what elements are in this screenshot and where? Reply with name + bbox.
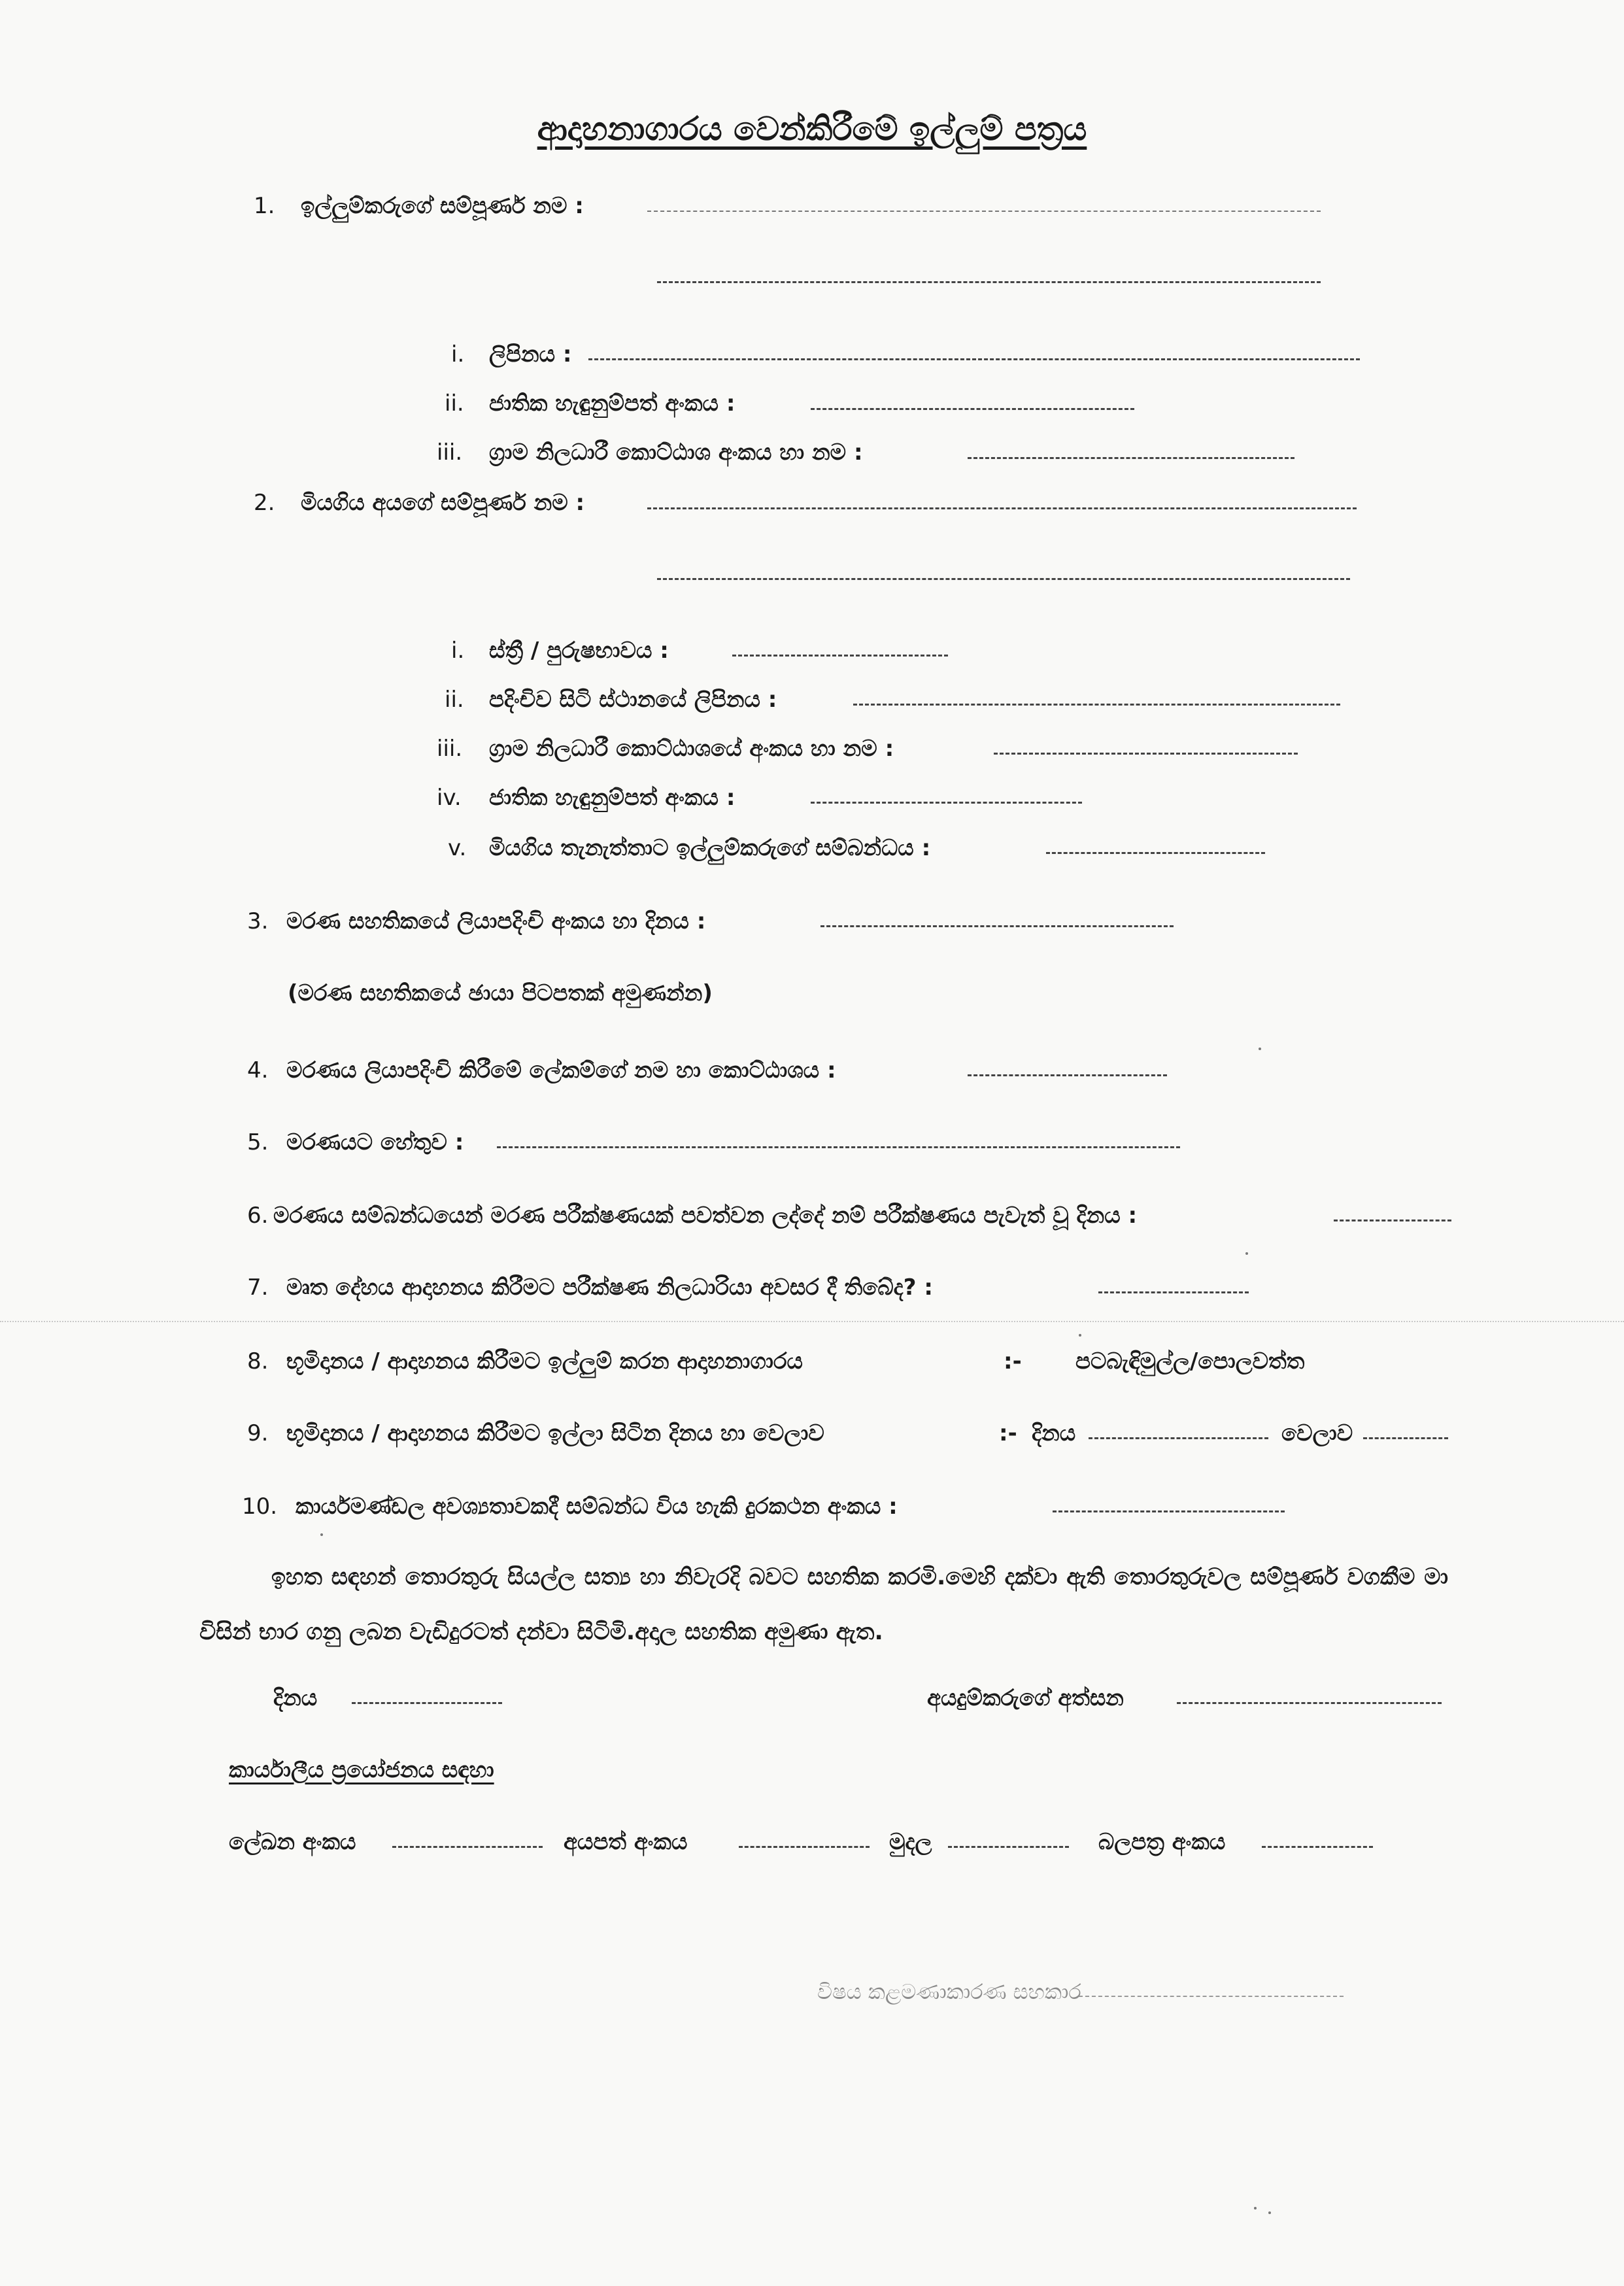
item-9-number: 9. [247, 1420, 269, 1446]
item-2iv-number: iv. [437, 785, 462, 811]
applicant-address-field[interactable] [588, 358, 1360, 360]
item-1i-label: ලිපිනය : [489, 341, 572, 367]
item-4-number: 4. [247, 1057, 269, 1083]
relationship-field[interactable] [1046, 852, 1265, 854]
signature-date-label: දිනය [273, 1685, 318, 1711]
applicant-signature-label: අයදුම්කරුගේ අත්සන [927, 1685, 1124, 1711]
deceased-name-field-1[interactable] [647, 507, 1357, 509]
scan-speck [1254, 2207, 1257, 2209]
item-1i-number: i. [451, 341, 465, 367]
item-8-label: භූමිදානය / ආදාහනය කිරීමට ඉල්ලුම් කරන ආදාහනාගාරය [286, 1348, 803, 1374]
item-2-label: මියගිය අයගේ සම්පූර්ණ නම : [301, 490, 585, 516]
item-5-number: 5. [247, 1129, 269, 1155]
item-1-label: ඉල්ලුම්කරුගේ සම්පූර්ණ නම : [301, 193, 584, 219]
item-9-separator: :- [999, 1420, 1017, 1446]
item-9-date-label: දිනය [1032, 1420, 1076, 1446]
applicant-gn-division-field[interactable] [968, 457, 1294, 459]
inquest-permission-field[interactable] [1098, 1291, 1249, 1293]
item-2iii-label: ග්‍රාම නිලධාරී කොට්ඨාශයේ අංකය හා නම : [489, 736, 894, 762]
item-8-separator: :- [1004, 1348, 1022, 1374]
applicant-signature-field[interactable] [1177, 1702, 1442, 1704]
cause-of-death-field[interactable] [497, 1146, 1180, 1148]
license-no-label: බලපත්‍ර අංකය [1098, 1829, 1226, 1855]
item-2v-label: මියගිය තැනැත්තාට ඉල්ලුම්කරුගේ සම්බන්ධය : [489, 835, 931, 861]
license-no-field[interactable] [1262, 1846, 1373, 1848]
item-2iv-label: ජාතික හැඳුනුම්පත් අංකය : [489, 785, 736, 811]
scan-speck [320, 1533, 323, 1536]
applicant-name-field-1[interactable] [647, 211, 1321, 212]
letter-no-field[interactable] [392, 1846, 543, 1848]
deceased-gn-division-field[interactable] [994, 753, 1298, 755]
item-7-number: 7. [247, 1274, 269, 1301]
scan-speck [1245, 1252, 1248, 1255]
item-2-number: 2. [254, 490, 275, 516]
cremation-date-field[interactable] [1089, 1437, 1268, 1439]
item-3-note: (මරණ සහතිකයේ ඡායා පිටපතක් අමුණන්න) [288, 980, 713, 1006]
contact-phone-field[interactable] [1053, 1510, 1285, 1512]
inquest-date-field[interactable] [1334, 1220, 1451, 1221]
item-4-label: මරණය ලියාපදිංචි කිරීමේ ලේකම්ගේ නම හා කොට්ඨාශය : [286, 1057, 836, 1083]
item-1iii-number: iii. [437, 439, 463, 466]
item-2iii-number: iii. [437, 736, 463, 762]
applicant-name-field-2[interactable] [657, 281, 1321, 283]
item-8-number: 8. [247, 1348, 269, 1374]
deceased-name-field-2[interactable] [657, 578, 1350, 580]
death-cert-reg-field[interactable] [820, 925, 1174, 927]
item-1ii-label: ජාතික හැඳුනුම්පත් අංකය : [489, 390, 736, 417]
item-2i-label: ස්ත්‍රී / පුරුෂභාවය : [489, 638, 669, 664]
application-no-label: අයපත් අංකය [564, 1829, 688, 1855]
scan-speck [1268, 2211, 1271, 2214]
deceased-gender-field[interactable] [732, 655, 948, 657]
item-2ii-number: ii. [445, 687, 464, 713]
item-3-number: 3. [247, 908, 269, 934]
item-2i-number: i. [451, 638, 465, 664]
declaration-text: ඉහත සඳහන් තොරතුරු සියල්ල සත්‍ය හා නිවැරදි බවට සහතික කරමි.මෙහි දක්වා ඇති තොරතුරුවල සම්පූර්ණ වගකීම මා විසින් භාර ගනු ලබන වැඩිදුරටත් දන්වා සිටිමි.අදාල සහතික අමුණා ඇත. [199, 1564, 1448, 1645]
item-7-label: මෘත දේහය ආදාහනය කිරීමට පරීක්ෂණ නිලධාරියා අවසර දී තිබේද? : [286, 1274, 933, 1301]
deceased-nic-field[interactable] [811, 802, 1082, 804]
scan-speck [1079, 1334, 1081, 1337]
amount-label: මුදල [889, 1829, 932, 1855]
item-9-time-label: වෙලාව [1281, 1420, 1353, 1446]
scan-artifact-line [0, 1321, 1624, 1322]
item-5-label: මරණයට හේතුව : [286, 1129, 464, 1155]
crematorium-value: පටබැඳිමුල්ල/පොලවත්ත [1075, 1348, 1305, 1374]
item-10-number: 10. [242, 1493, 278, 1520]
registrar-field[interactable] [968, 1074, 1167, 1076]
item-3-label: මරණ සහතිකයේ ලියාපදිංචි අංකය හා දිනය : [286, 908, 706, 934]
item-1-number: 1. [254, 193, 275, 219]
application-no-field[interactable] [739, 1846, 870, 1848]
scan-speck [1259, 1048, 1261, 1050]
signature-date-field[interactable] [352, 1702, 502, 1704]
item-9-label: භූමිදානය / ආදාහනය කිරීමට ඉල්ලා සිටින දිනය හා වෙලාව [286, 1420, 824, 1446]
item-6-label: මරණය සම්බන්ධයෙන් මරණ පරීක්ෂණයක් පවත්වන ලද්දේ නම් පරීක්ෂණය පැවැත් වූ දිනය : [273, 1203, 1138, 1229]
office-use-heading: කාර්යාලීය ප්‍රයෝජනය සඳහා [229, 1757, 494, 1783]
officer-signature-label: විෂය කළමණාකාරණ සහකාර [817, 1979, 1081, 2004]
officer-signature-field[interactable] [1079, 1996, 1344, 1997]
item-2v-number: v. [448, 835, 467, 861]
amount-field[interactable] [948, 1846, 1069, 1848]
form-title: ආදාහනාගාරය වෙන්කිරීමේ ඉල්ලුම් පත්‍රය [537, 110, 1087, 148]
item-1iii-label: ග්‍රාම නිලධාරී කොට්ඨාශ අංකය හා නම : [489, 439, 863, 466]
item-1ii-number: ii. [445, 390, 464, 417]
item-10-label: කාර්යමණ්ඩල අවශ්‍යතාවකදී සම්බන්ධ විය හැකි දුරකථන අංකය : [296, 1493, 898, 1520]
letter-no-label: ලේඛන අංකය [229, 1829, 356, 1855]
item-2ii-label: පදිංචිව සිටි ස්ථානයේ ලිපිනය : [489, 687, 777, 713]
cremation-time-field[interactable] [1363, 1437, 1448, 1439]
deceased-address-field[interactable] [853, 704, 1340, 706]
item-6-number: 6. [247, 1203, 269, 1229]
applicant-nic-field[interactable] [811, 408, 1134, 410]
